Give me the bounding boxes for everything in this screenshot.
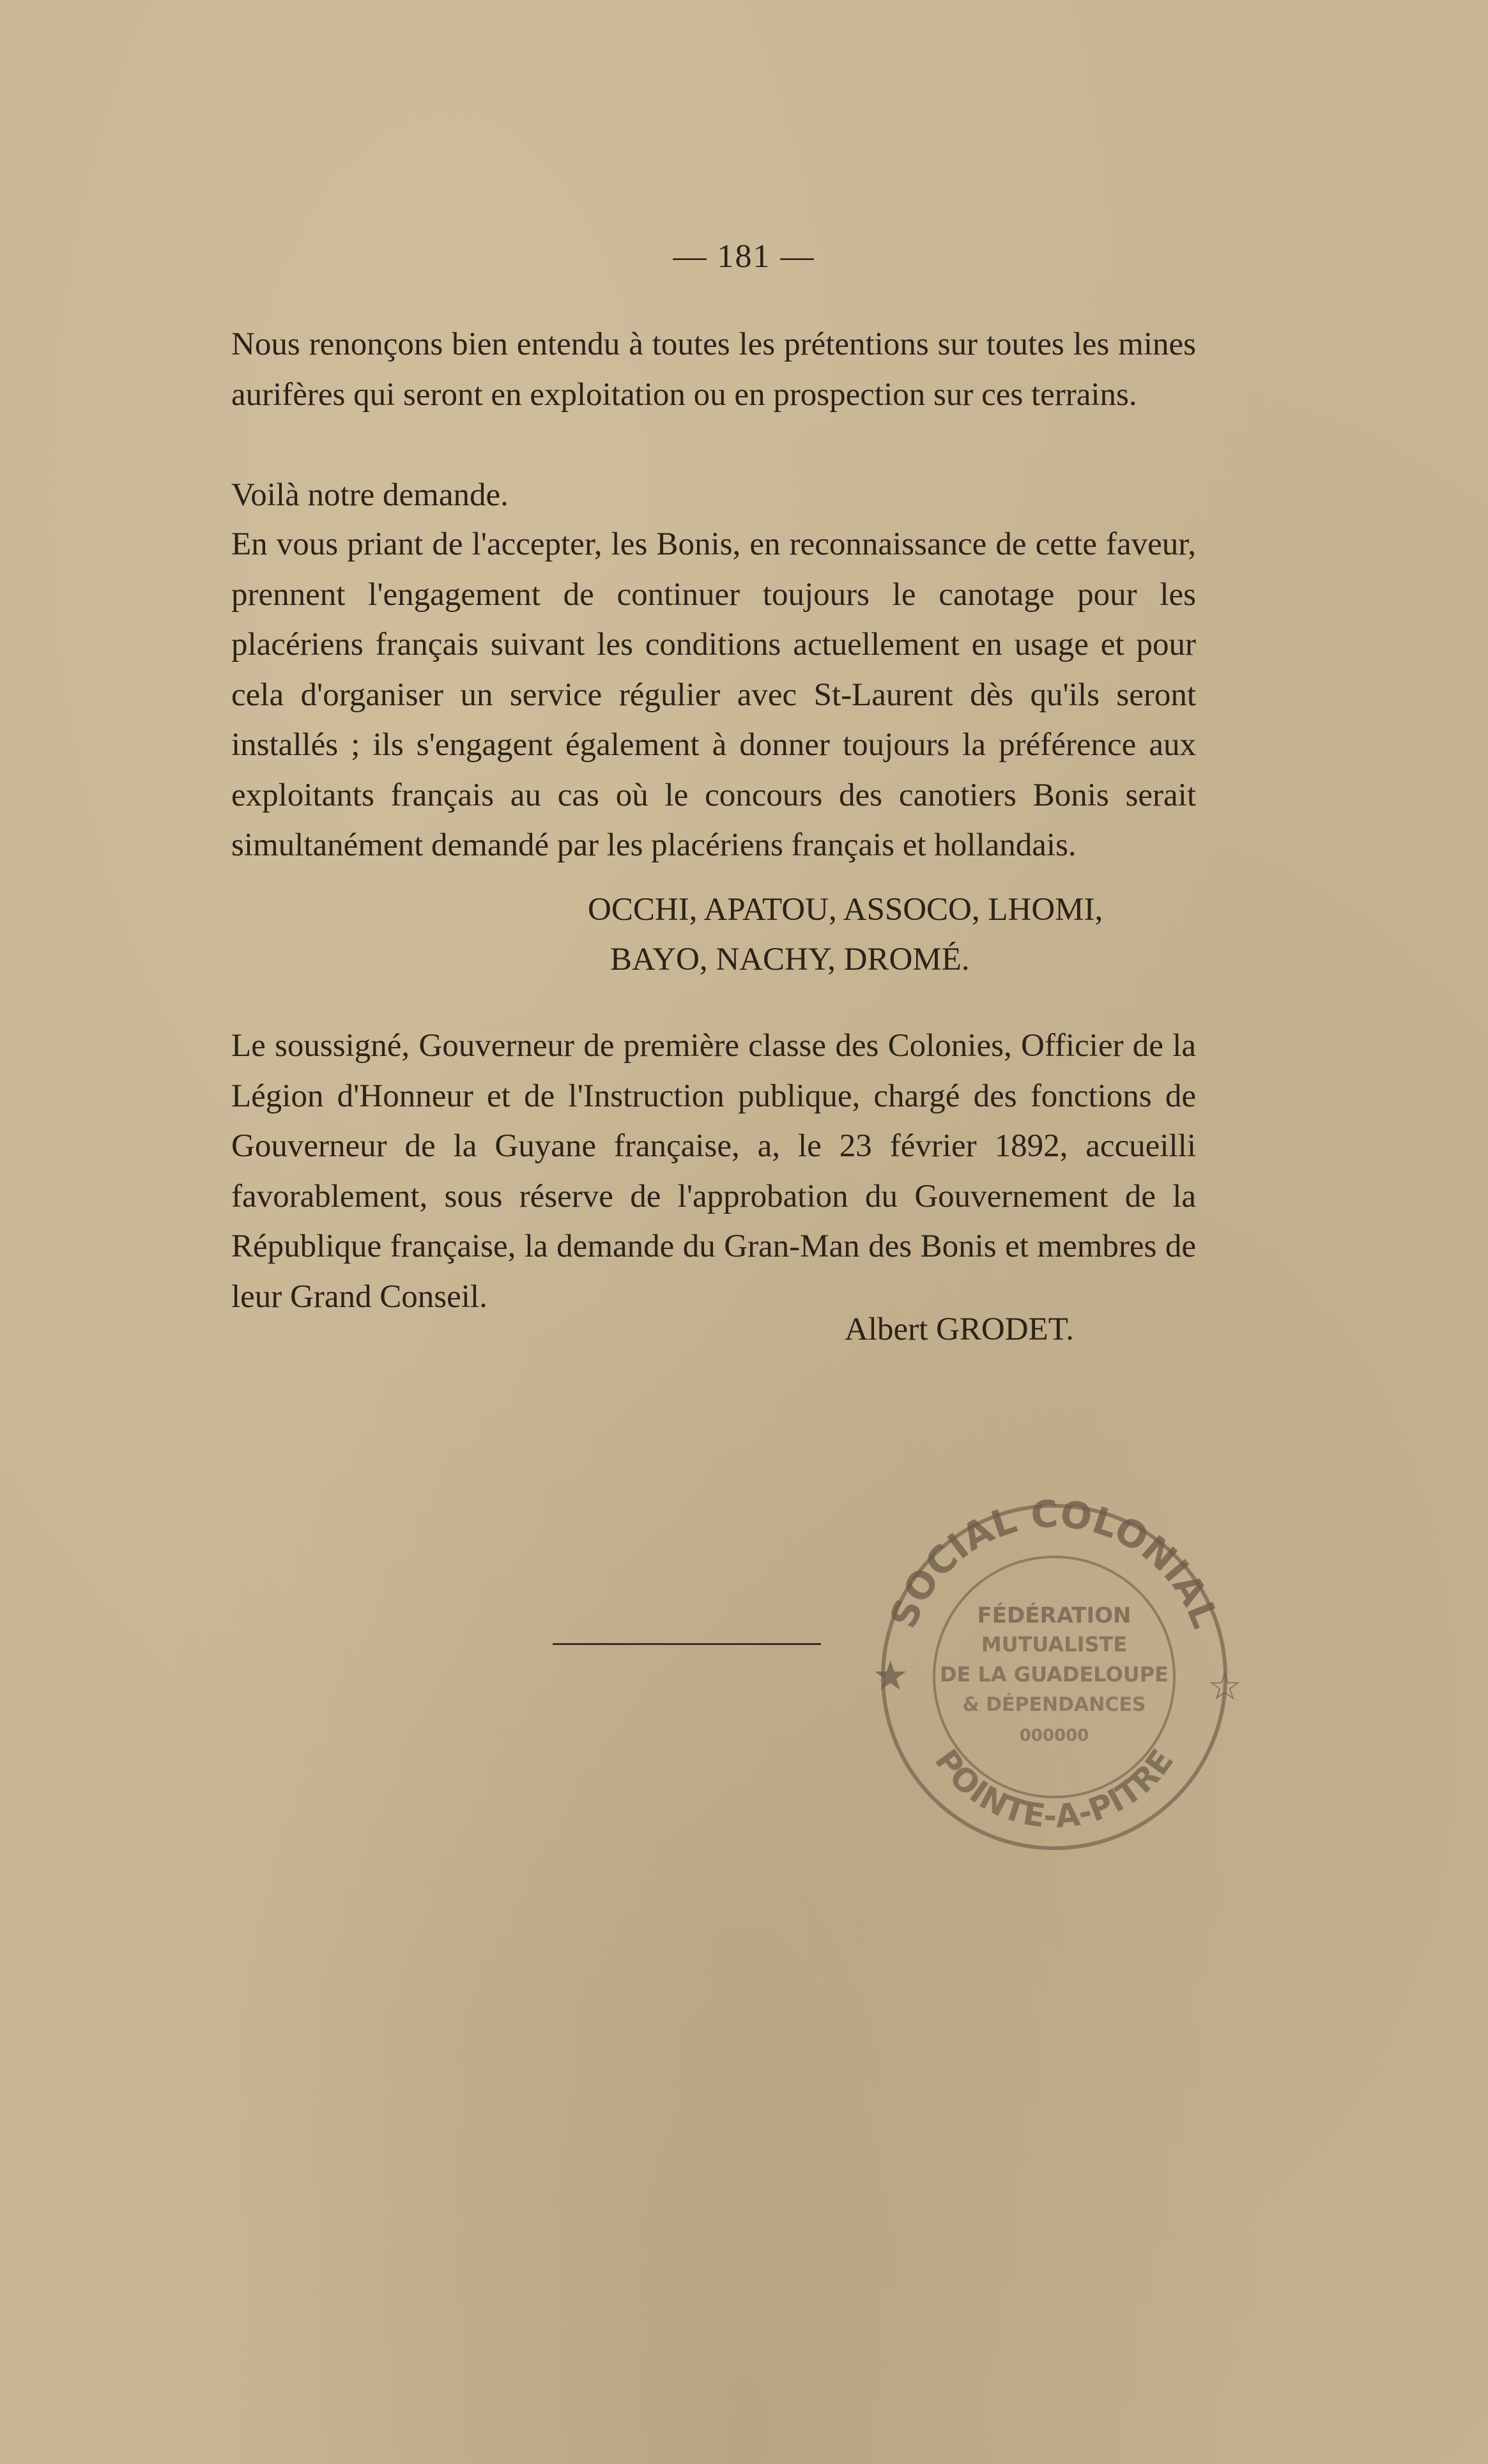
- horizontal-rule: [553, 1643, 821, 1645]
- paragraph-governor: [231, 1021, 1196, 1322]
- stamp-inner-line-3: DE LA GUADELOUPE: [939, 1662, 1169, 1687]
- paragraph-commitment: [231, 519, 1196, 871]
- paragraph-governor-text: Le soussigné, Gouverneur de première classe des Colonies, Officier de la Légion d'Honneur et de l'Instruction publique, chargé des fonctions de Gouverneur de la Guyane française, a, le 23 février 1892, accueilli favorablement, sous réserve de l'approbation du Gouvernement de la République française, la demande du Gran-Man des Bonis et membres de leur Grand Conseil.: [231, 1028, 1196, 1315]
- signers-line-1: OCCHI, APATOU, ASSOCO, LHOMI,: [588, 892, 1103, 928]
- stamp-star-left-icon: ★: [872, 1653, 909, 1700]
- paragraph-renunciation: [231, 319, 1196, 420]
- signature-grodet: Albert GRODET.: [845, 1312, 1074, 1347]
- stamp-inner-line-4: & DÉPENDANCES: [962, 1694, 1146, 1716]
- signers-line-2: BAYO, NACHY, DROMÉ.: [610, 942, 970, 977]
- stamp-star-right-icon: ☆: [1208, 1664, 1242, 1709]
- paragraph-renunciation-text: Nous renonçons bien entendu à toutes les prétentions sur toutes les mines aurifères qui seront en exploitation ou en prospection sur ces terrains.: [231, 326, 1196, 413]
- stamp-bottom-arc-text: POINTE-A-PITRE: [927, 1742, 1181, 1835]
- federation-stamp: [831, 1457, 1278, 1891]
- paragraph-request-text: Voilà notre demande.: [231, 477, 509, 513]
- paragraph-commitment-text: En vous priant de l'accepter, les Bonis, en reconnaissance de cette faveur, prennent l'engagement de continuer toujours le canotage pour les placériens français suivant les conditions actuellement en usage et pour cela d'organiser un service régulier avec St-Laurent dès qu'ils seront installés ; ils s'engagent également à donner toujours la préférence aux exploitants français au cas où le concours des canotiers Bonis serait simultanément demandé par les placériens français et hollandais.: [231, 526, 1196, 863]
- stamp-inner-line-1: FÉDÉRATION: [977, 1603, 1131, 1628]
- stamp-top-arc-text: SOCIAL COLONIAL: [881, 1492, 1227, 1634]
- page-number: — 181 —: [673, 238, 815, 275]
- stamp-svg: [831, 1457, 1278, 1891]
- stamp-inner-line-2: MUTUALISTE: [981, 1632, 1128, 1657]
- paragraph-request: [231, 470, 1196, 521]
- stamp-inner-line-5: 000000: [1019, 1726, 1089, 1745]
